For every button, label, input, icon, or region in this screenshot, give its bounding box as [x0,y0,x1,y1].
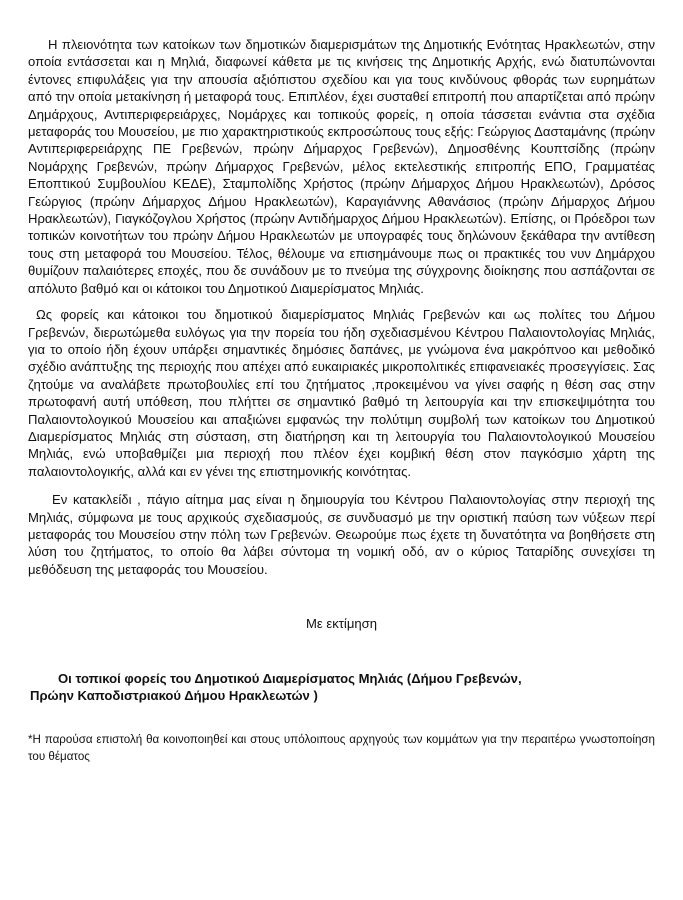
letter-page [28,36,655,765]
letter-paragraph-1: Η πλειονότητα των κατοίκων των δημοτικών διαμερισμάτων της Δημοτικής Ενότητας Ηρακλεωτών, στην οποία εντάσσεται και η Μηλιά, διαφωνεί κάθετα με τις κινήσεις της Δημοτικής Αρχής, ενώ διατυπώνονται έντονες επιφυλάξεις για την απουσία αξιόπιστου σχεδίου και για τους κινδύνους φθοράς των ευρημάτων από την οποία μετακίνηση ή μεταφορά τους. Επιπλέον, έχει συσταθεί επιτροπή που απαρτίζεται από πρώην Δημάρχους, Αντιπεριφερειάρχες, Νομάρχες και τοπικούς φορείς, η οποία τάσσεται ενάντια στα σχέδια μεταφοράς του Μουσείου, με πιο χαρακτηριστικούς εκπροσώπους τους εξής: Γεώργιος Δασταμάνης (πρώην Αντιπεριφερειάρχης ΠΕ Γρεβενών, πρώην Δήμαρχος Γρεβενών), Δημοσθένης Κουπτσίδης (πρώην Νομάρχης Γρεβενών, πρώην Δήμαρχος Γρεβενών, μέλος εκτελεστικής επιτροπής ΕΠΟ, Γραμματέας Εποπτικού Συμβουλίου ΚΕΔΕ), Σταμπολίδης Χρήστος (πρώην Δήμαρχος Δήμου Ηρακλεωτών), Δρόσος Γεώργιος (πρώην Δήμαρχος Δήμου Ηρακλεωτών), Καραγιάννης Αθανάσιος (πρώην Δήμαρχος Δήμου Ηρακλεωτών), Γιαγκόζογλου Χρήστος (πρώην Αντιδήμαρχος Δήμου Ηρακλεωτών). Επίσης, οι Πρόεδροι των τοπικών κοινοτήτων του πρώην Δήμου Ηρακλεωτών με υπογραφές τους δηλώνουν ξεκάθαρα την αντίθεση τους στη μεταφορά του Μουσείου. Τέλος, θέλουμε να επισημάνουμε πως οι πρακτικές του νυν Δημάρχου θυμίζουν παλαιότερες εποχές, που δε συνάδουν με το πνεύμα της σύγχρονης διοίκησης που ασπάζονται σε απόλυτο βαθμό και οι κάτοικοι του Δημοτικού Διαμερίσματος Μηλιάς. [28,37,655,296]
signature-line-2: Πρώην Καποδιστριακού Δήμου Ηρακλεωτών ) [30,688,318,703]
footnote: *Η παρούσα επιστολή θα κοινοποιηθεί και στους υπόλοιπους αρχηγούς των κομμάτων για την περαιτέρω γνωστοποίηση του θέματος [28,733,655,764]
closing-salutation: Με εκτίμηση [305,616,378,632]
letter-paragraph-2: Ως φορείς και κάτοικοι του δημοτικού διαμερίσματος Μηλιάς Γρεβενών και ως πολίτες του Δήμου Γρεβενών, διερωτώμεθα ευλόγως για την πορεία του ήδη σχεδιασμένου Κέντρου Παλαιοντολογίας Μηλιάς, για το οποίο ήδη έχουν υπάρξει σημαντικές δημόσιες δαπάνες, με γνώμονα ένα μακρόπνοο και μεθοδικό σχέδιο ανάπτυξης της περιοχής που απέχει από ευκαιριακές μικροπολιτικές επιφανειακές προσεγγίσεις. Σας ζητούμε να αναλάβετε πρωτοβουλίες επί του ζητήματος ,προκειμένου να γίνει σαφής η θέση σας στην πρωτοφανή αυτή υπόθεση, που πλήττει σε σημαντικό βαθμό τη λειτουργία και την επισκεψιμότητα του Παλαιοντολογικού Μουσείου και απαξιώνει εμφανώς την πολύτιμη συμβολή των κατοίκων του Δημοτικού Διαμερίσματος Μηλιάς στη σύσταση, στη διατήρηση και τη λειτουργία του Παλαιοντολογικού Μουσείου Μηλιάς, ενώ υποβαθμίζει μια περιοχή που πλέον έχει κομβική θέση στον παγκόσμιο χάρτη της παλαιοντολογικής, αλλά και εν γένει της επιστημονικής κοινότητας. [28,307,655,479]
letter-paragraph-3: Εν κατακλείδι , πάγιο αίτημα μας είναι η δημιουργία του Κέντρου Παλαιοντολογίας στην περιοχή της Μηλιάς, σύμφωνα με τους αρχικούς σχεδιασμούς, σε συνδυασμό με την οριστική παύση των νύξεων περί μεταφοράς του Μουσείου στην πόλη των Γρεβενών. Θεωρούμε πως έχετε τη δυνατότητα να βοηθήσετε στη λύση του ζητήματος, το οποίο θα λάβει σύντομα τη νομική οδό, αν ο κύριος Ταταρίδης συνεχίσει τη μεθόδευση της μεταφοράς του Μουσείου. [28,492,655,577]
signature-block [28,670,655,705]
signature-line-1: Οι τοπικοί φορείς του Δημοτικού Διαμερίσματος Μηλιάς (Δήμου Γρεβενών, [58,670,522,686]
